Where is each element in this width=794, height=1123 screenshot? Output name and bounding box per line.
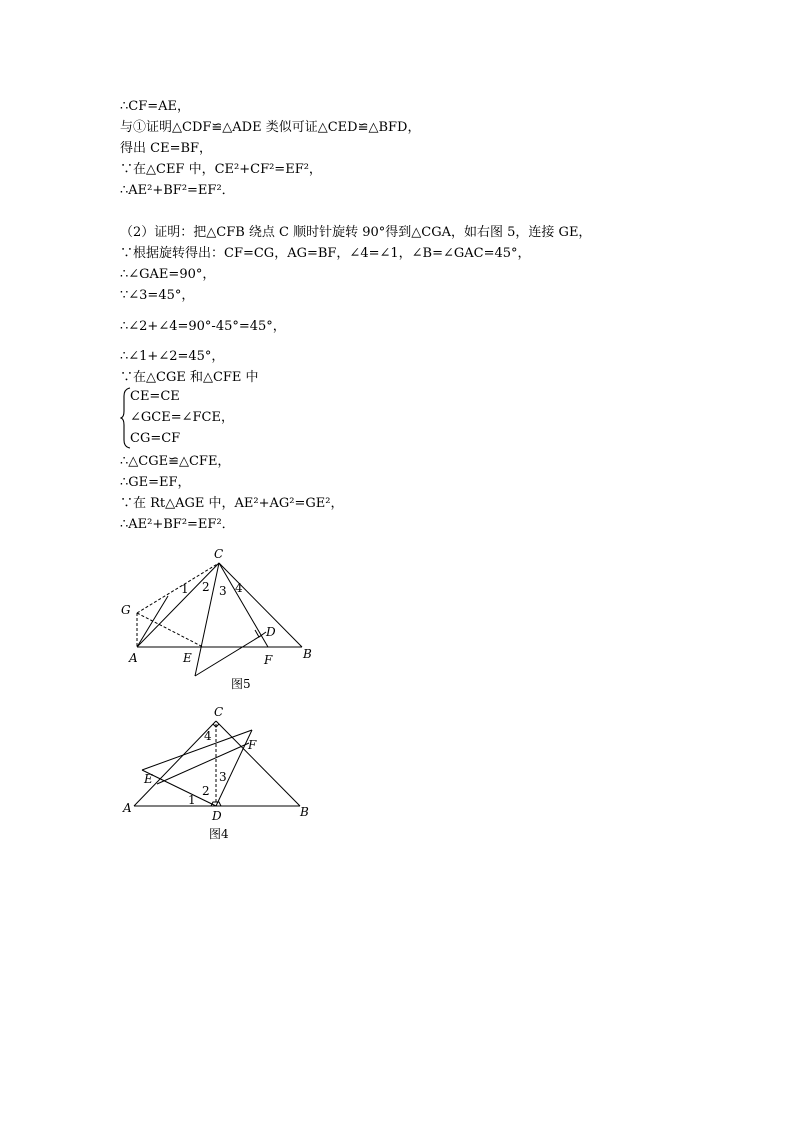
fig5-angle-2: 2 [202, 580, 210, 594]
text-line-2: 与①证明△CDF≌△ADE 类似可证△CED≌△BFD， [120, 120, 421, 135]
fig4-label-A: A [123, 801, 132, 815]
text-line-10: ∴∠2+∠4=90°-45°=45°， [120, 319, 286, 334]
fig4-caption: 图4 [209, 827, 229, 841]
text-line-6: （2）证明：把△CFB 绕点 C 顺时针旋转 90°得到△CGA，如右图 5，连接 GE， [120, 225, 592, 240]
text-line-5: ∴AE²+BF²=EF²． [120, 183, 235, 198]
figure-4-diagram [110, 700, 340, 845]
fig5-angle-4: 4 [235, 581, 243, 595]
text-line-1: ∴CF=AE， [120, 99, 191, 114]
text-line-12: ∵在△CGE 和△CFE 中 [120, 370, 259, 385]
text-line-8: ∴∠GAE=90°， [120, 267, 216, 282]
fig5-label-E: E [183, 651, 192, 665]
text-line-16: ∴AE²+BF²=EF²． [120, 517, 235, 532]
figure-4 [110, 700, 340, 849]
fig5-label-B: B [303, 647, 312, 661]
figure-5 [110, 540, 340, 699]
fig5-label-G: G [121, 603, 131, 617]
text-line-4: ∵在△CEF 中，CE²+CF²=EF²， [120, 162, 322, 177]
fig5-angle-3: 3 [219, 584, 227, 598]
system-line-2: ∠GCE=∠FCE， [130, 410, 234, 425]
fig5-angle-1: 1 [181, 582, 189, 596]
equation-system [120, 387, 300, 449]
fig5-label-C: C [214, 547, 224, 561]
fig4-label-D: D [212, 809, 222, 823]
text-line-7: ∵根据旋转得出：CF=CG，AG=BF，∠4=∠1，∠B=∠GAC=45°， [120, 246, 531, 261]
fig4-angle-1: 1 [188, 793, 196, 807]
system-line-1: CE=CE [130, 389, 180, 404]
fig4-angle-3: 3 [219, 770, 227, 784]
fig5-label-F: F [264, 653, 273, 667]
fig5-label-A: A [129, 651, 138, 665]
fig4-label-E: E [144, 772, 153, 786]
system-line-3: CG=CF [130, 431, 181, 446]
text-line-3: 得出 CE=BF， [120, 141, 213, 156]
text-line-11: ∴∠1+∠2=45°， [120, 349, 225, 364]
text-line-9: ∵∠3=45°， [120, 288, 195, 303]
fig5-caption: 图5 [231, 677, 251, 691]
fig4-angle-2: 2 [202, 784, 210, 798]
text-line-13: ∴△CGE≌△CFE， [120, 454, 231, 469]
text-line-14: ∴GE=EF， [120, 475, 191, 490]
fig5-label-D: D [266, 625, 276, 639]
fig4-label-C: C [214, 705, 224, 719]
figure-5-diagram [110, 540, 340, 695]
fig4-label-F: F [248, 738, 257, 752]
fig4-label-B: B [300, 805, 309, 819]
text-line-15: ∵在 Rt△AGE 中，AE²+AG²=GE²， [120, 496, 344, 511]
fig4-angle-4: 4 [204, 729, 212, 743]
